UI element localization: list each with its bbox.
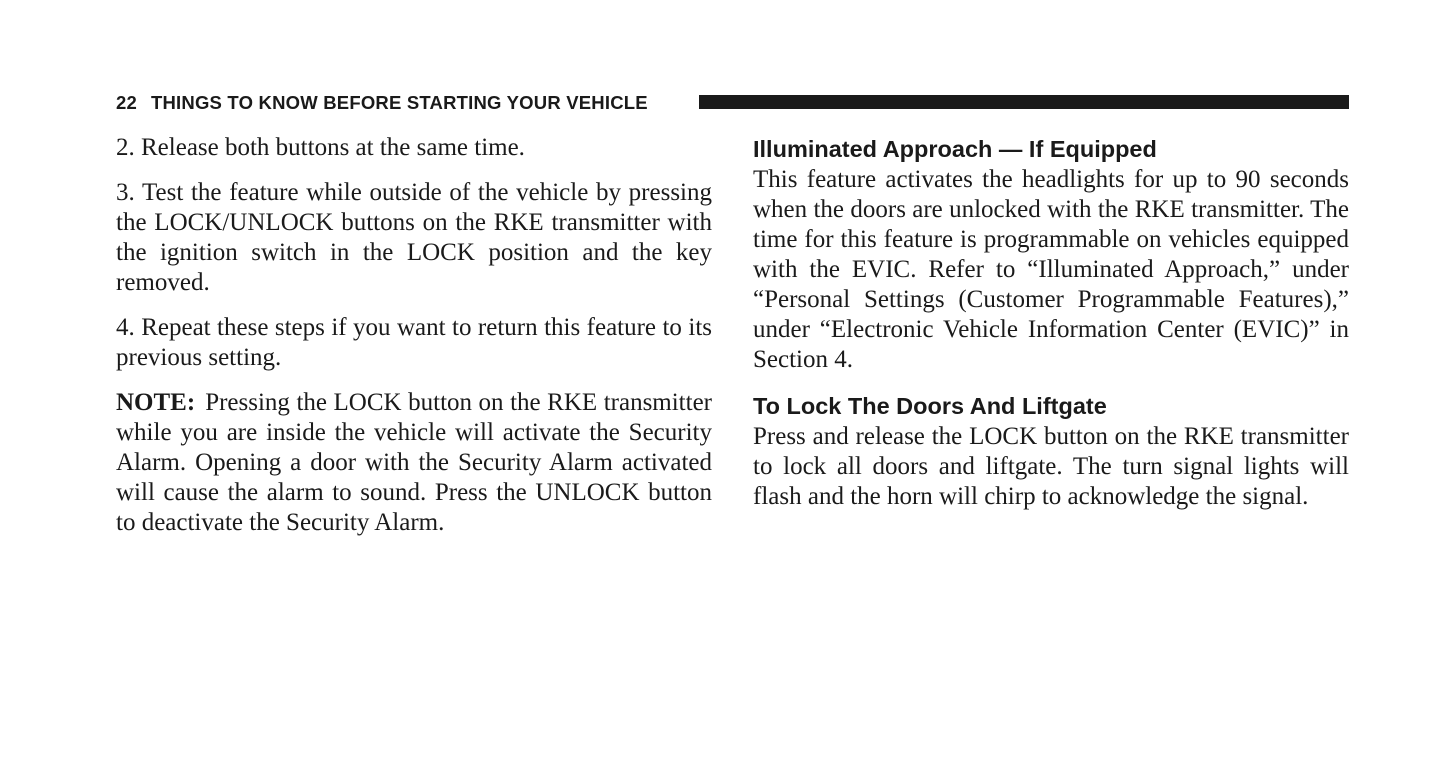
- note-label: NOTE:: [116, 389, 196, 416]
- step-3-paragraph: 3. Test the feature while outside of the vehicle by pressing the LOCK/UNLOCK buttons on the RKE transmitter with the ignition switch in the LOCK position and the key removed.: [116, 179, 712, 296]
- illuminated-approach-body: This feature activates the headlights for up to 90 seconds when the doors are unlocked with the RKE transmitter. The time for this feature is programmable on vehicles equipped with the EVIC. Refer to “Illuminated Approach,” under “Personal Settings (Customer Programmable Features),” under “Electronic Vehicle Information Center (EVIC)” in Section 4.: [753, 166, 1349, 373]
- step-4-paragraph: 4. Repeat these steps if you want to return this feature to its previous setting.: [116, 314, 712, 371]
- step-2-paragraph: 2. Release both buttons at the same time.: [116, 134, 525, 161]
- lock-doors-body: Press and release the LOCK button on the RKE transmitter to lock all doors and liftgate. The turn signal lights will flash and the horn will chirp to acknowledge the signal.: [753, 423, 1349, 510]
- note-paragraph: [116, 388, 712, 538]
- header-rule: [699, 95, 1349, 109]
- right-column: [753, 133, 1349, 527]
- page-header: [116, 88, 1349, 116]
- note-text: Pressing the LOCK button on the RKE transmitter while you are inside the vehicle will activate the Security Alarm. Opening a door with the Security Alarm activated will cause the alarm to sound. Press the UNLOCK button to deactivate the Security Alarm.: [116, 389, 712, 536]
- header-text: [116, 92, 648, 114]
- page-number: 22: [116, 92, 137, 113]
- left-column: [116, 133, 712, 553]
- chapter-title: THINGS TO KNOW BEFORE STARTING YOUR VEHICLE: [150, 92, 648, 113]
- lock-doors-heading: To Lock The Doors And Liftgate: [753, 393, 1107, 419]
- illuminated-approach-heading: Illuminated Approach — If Equipped: [753, 136, 1157, 162]
